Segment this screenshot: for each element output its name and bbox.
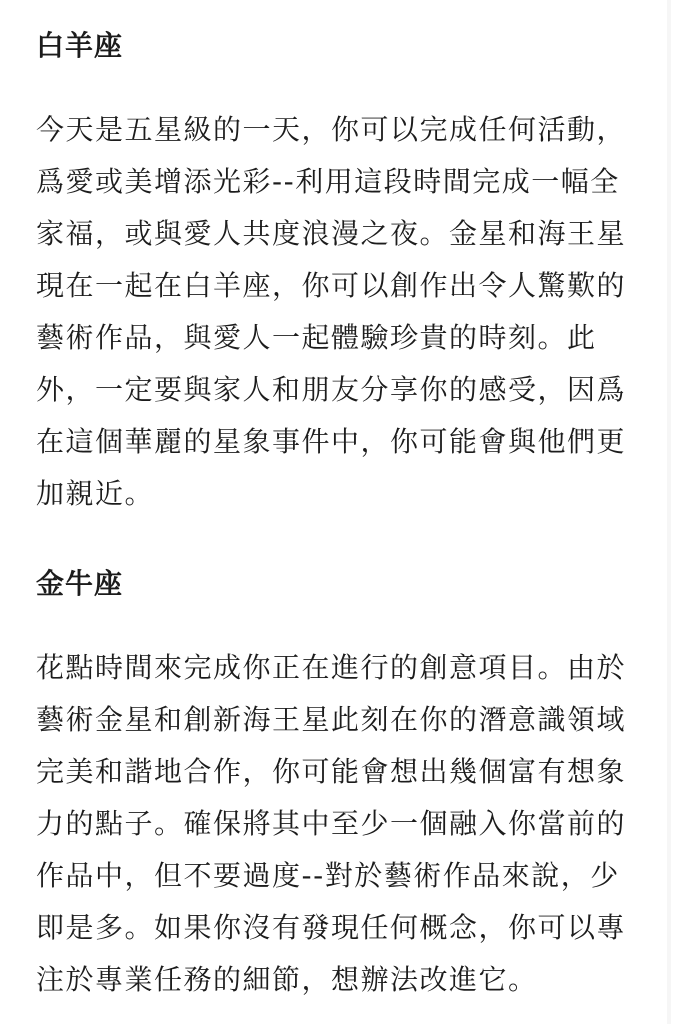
section-title-aries: 白羊座 xyxy=(36,29,124,62)
paragraph-line: 藝術作品，與愛人一起體驗珍貴的時刻。此 xyxy=(36,321,597,354)
paragraph-line: 力的點子。確保將其中至少一個融入你當前的 xyxy=(36,807,627,840)
scrollbar-track[interactable] xyxy=(667,0,671,1024)
paragraph-line: 爲愛或美增添光彩--利用這段時間完成一幅全 xyxy=(36,165,620,198)
paragraph-line: 花點時間來完成你正在進行的創意項目。由於 xyxy=(36,651,627,684)
section-body-taurus xyxy=(36,642,626,1006)
section-title-taurus: 金牛座 xyxy=(36,567,124,600)
paragraph-line: 作品中，但不要過度--對於藝術作品來說，少 xyxy=(36,859,620,892)
paragraph-line: 今天是五星級的一天，你可以完成任何活動， xyxy=(36,113,627,146)
paragraph-line: 加親近。 xyxy=(36,477,155,510)
paragraph-line: 現在一起在白羊座，你可以創作出令人驚歎的 xyxy=(36,269,627,302)
section-body-aries xyxy=(36,104,626,520)
paragraph-line: 外，一定要與家人和朋友分享你的感受，因爲 xyxy=(36,373,627,406)
paragraph-line: 注於專業任務的細節，想辦法改進它。 xyxy=(36,963,538,996)
paragraph-line: 藝術金星和創新海王星此刻在你的潛意識領域 xyxy=(36,703,627,736)
paragraph-line: 即是多。如果你沒有發現任何概念，你可以專 xyxy=(36,911,627,944)
paragraph-line: 在這個華麗的星象事件中，你可能會與他們更 xyxy=(36,425,627,458)
paragraph-line: 完美和諧地合作，你可能會想出幾個富有想象 xyxy=(36,755,627,788)
paragraph-line: 家福，或與愛人共度浪漫之夜。金星和海王星 xyxy=(36,217,627,250)
